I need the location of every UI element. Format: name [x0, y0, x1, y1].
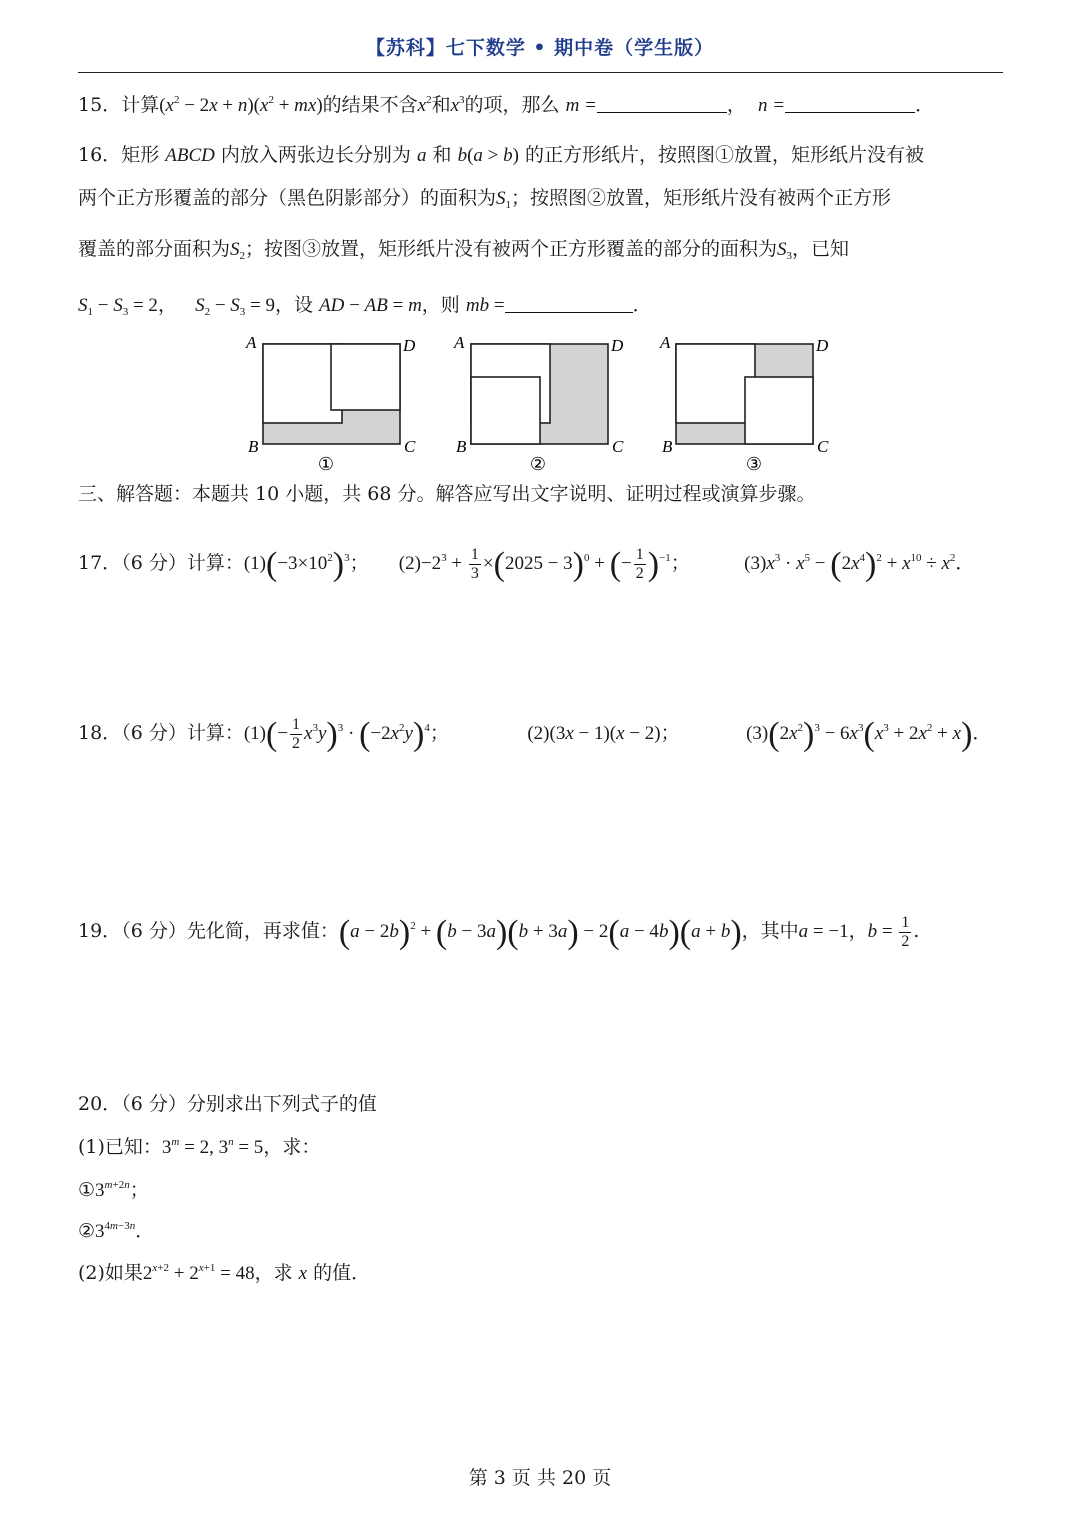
- q16-text: ，: [157, 294, 177, 316]
- q16-s3: $S_3$: [777, 239, 793, 262]
- q17-year: 2025: [504, 552, 543, 574]
- q20-part1: [78, 1134, 320, 1161]
- q16-mb: mb =: [465, 295, 505, 316]
- q20-item2-expr: $3^{4m-3n}$: [95, 1220, 136, 1242]
- q15-sep: ，: [726, 94, 746, 116]
- q16-text: ；按图③放置，矩形纸片没有被两个正方形覆盖的部分的面积为: [245, 238, 778, 260]
- q18-part3-label: (3): [746, 722, 769, 744]
- question-19: [78, 914, 919, 951]
- q15-and: 和: [431, 94, 451, 116]
- fig2-square-b: [471, 377, 540, 444]
- q19-sep: ，: [848, 919, 868, 942]
- q16-text: ．: [632, 294, 652, 316]
- q16-text: 和: [432, 144, 452, 166]
- fig3-label-d: D: [816, 336, 829, 355]
- q20-semi: ；: [129, 1179, 149, 1201]
- q16-text: ，设: [275, 294, 314, 316]
- q15-m-label: m =: [565, 95, 597, 116]
- q16-answer-blank[interactable]: [505, 294, 633, 313]
- q17-part2-label: (2): [398, 552, 421, 574]
- question-16-line2: [78, 185, 891, 212]
- q16-text: 的正方形纸片，按照图①放置，矩形纸片没有被: [525, 144, 925, 166]
- q19-where: ，其中: [741, 919, 799, 942]
- fig2-caption: ②: [529, 454, 547, 474]
- q20-part1-label: (1)已知：: [78, 1136, 162, 1158]
- q18-semi: ；: [429, 721, 449, 744]
- q17-expr1: $(-3\times 10^2)^3$: [265, 545, 350, 583]
- q16-s1: $S_1$: [496, 188, 512, 211]
- q17-expr3: $x^3 \cdot x^5 - (2x^4)^2 + x^{10} \div x^2$: [766, 545, 956, 583]
- q17-semi: ；: [670, 551, 690, 574]
- q18-points: （6 分）计算：: [121, 721, 244, 744]
- q16-text: ；按照图②放置，矩形纸片没有被两个正方形: [511, 187, 892, 209]
- q15-n-blank[interactable]: [785, 94, 915, 113]
- q19-b-value: b = $\frac{1}{2}$: [867, 914, 910, 950]
- q20-number: 20．: [78, 1093, 122, 1115]
- q16-text: 内放入两张边长分别为: [220, 144, 411, 166]
- q18-expr2: (3x − 1)(x − 2): [549, 722, 661, 744]
- q20-part2-label: (2)如果: [78, 1262, 143, 1284]
- q20-x: x: [298, 1263, 308, 1284]
- fig1-label-c: C: [404, 437, 416, 456]
- q16-cond3: AD − AB = m: [319, 295, 422, 316]
- question-15: [78, 92, 934, 119]
- q18-part2-label: (2): [527, 722, 550, 744]
- q20-part2-expr: $2^{x+2} + 2^{x+1} = 48$: [142, 1262, 255, 1284]
- q19-a-value: a = −1: [798, 920, 849, 942]
- section-3-title: 三、解答题：本题共 10 小题，共 68 分。解答应写出文字说明、证明过程或演算步骤。: [78, 483, 816, 505]
- header-divider: [78, 72, 1003, 73]
- fig3-square-b: [745, 377, 813, 444]
- fig1-label-d: D: [403, 336, 416, 355]
- page-header-title: 【苏科】七下数学 • 期中卷（学生版）: [365, 37, 715, 59]
- q16-text: 覆盖的部分面积为: [78, 238, 231, 260]
- q20-item1-expr: $3^{m+2n}$: [95, 1179, 130, 1201]
- q20-points: （6 分）分别求出下列式子的值: [121, 1093, 377, 1115]
- q16-a: a: [416, 145, 427, 166]
- q17-part1-label: (1): [243, 552, 266, 574]
- q20-item2-marker: ②: [78, 1220, 96, 1242]
- q16-cond1: $S_1 - S_3 = 2$: [78, 295, 158, 318]
- q20-end: ．: [135, 1220, 155, 1242]
- question-16-line4: [78, 292, 652, 319]
- q15-n-label: n =: [758, 95, 786, 116]
- question-17: [78, 546, 974, 583]
- question-20: [78, 1091, 377, 1117]
- q20-part2: [78, 1260, 370, 1287]
- q15-number: 15．: [78, 94, 122, 116]
- q18-part1-label: (1): [243, 722, 266, 744]
- fig2-label-b: B: [456, 437, 467, 456]
- q18-number: 18．: [78, 721, 122, 744]
- q15-middle: 的结果不含: [322, 94, 418, 116]
- figure-3: [659, 333, 829, 474]
- q15-expression: $(x^2 - 2x + n)(x^2 + mx)$: [159, 94, 323, 116]
- q20-part2-suffix: ，求: [254, 1262, 293, 1284]
- q20-item1-marker: ①: [78, 1179, 96, 1201]
- q20-part2-tail: 的值．: [313, 1262, 371, 1284]
- q16-cond2: $S_2 - S_3 = 9$: [195, 295, 276, 318]
- fig1-caption: ①: [317, 454, 335, 474]
- fig1-label-a: A: [246, 333, 257, 352]
- q15-m-blank[interactable]: [597, 94, 727, 113]
- q16-b-cond: b(a > b): [457, 145, 519, 166]
- fig1-square-a: [263, 344, 342, 423]
- q15-x2: $x^2$: [417, 94, 432, 116]
- q17-end: ．: [955, 551, 975, 574]
- q17-semi: ；: [349, 551, 369, 574]
- q18-semi: ；: [660, 721, 680, 744]
- q16-text: ，则: [421, 294, 460, 316]
- q18-expr1: (− $\frac{1}{2}$ $x^3y)^3 \cdot (-2x^2y)^4$: [265, 715, 430, 753]
- q16-text: ，已知: [792, 238, 850, 260]
- q15-end: ．: [915, 94, 935, 116]
- q17-number: 17．: [78, 551, 122, 574]
- q17-points: （6 分）计算：: [121, 551, 244, 574]
- page-footer: 第 3 页 共 20 页: [468, 1467, 612, 1489]
- q16-number: 16．: [78, 144, 122, 166]
- fig2-label-a: A: [454, 333, 465, 352]
- fig3-caption: ③: [745, 454, 763, 474]
- question-18: [78, 716, 991, 753]
- q19-points: （6 分）先化简，再求值：: [121, 919, 339, 942]
- q15-prefix: 计算: [121, 94, 160, 116]
- question-16-line1: [78, 142, 924, 169]
- q19-number: 19．: [78, 919, 122, 942]
- fig2-label-c: C: [612, 437, 624, 456]
- q18-end: ．: [972, 721, 992, 744]
- q17-part3-label: (3): [744, 552, 767, 574]
- q20-given: $3^m = 2$, $3^n = 5$: [161, 1136, 264, 1158]
- fig1-label-b: B: [248, 437, 259, 456]
- fig3-label-b: B: [662, 437, 673, 456]
- q15-suffix: 的项，那么: [464, 94, 560, 116]
- q20-part1-suffix: ，求：: [263, 1136, 321, 1158]
- q20-item2: [78, 1218, 154, 1245]
- figure-2: [453, 333, 624, 474]
- q15-x3: $x^3$: [450, 94, 465, 116]
- fig3-label-a: A: [660, 333, 671, 352]
- q16-figures: [240, 328, 860, 478]
- figure-1: [245, 333, 416, 474]
- q19-end: .: [913, 919, 920, 942]
- question-16-line3: [78, 236, 849, 263]
- fig1-square-b: [331, 344, 400, 410]
- q17-expr2: $-2^3$ + $\frac{1}{3}$ $\times(2025 - 3)^0$ + (− $\frac{1}{2}$ )$^{-1}$: [420, 545, 671, 583]
- q20-item1: [78, 1177, 149, 1204]
- fig2-label-d: D: [611, 336, 624, 355]
- q16-abcd: ABCD: [165, 145, 215, 166]
- q16-text: 矩形: [121, 144, 160, 166]
- fig3-square-a: [676, 344, 755, 423]
- q19-expression: $(a - 2b)^2 + (b - 3a)(b + 3a) - 2(a - 4b)(a + b)$: [338, 913, 742, 951]
- fig3-label-c: C: [817, 437, 829, 456]
- q18-expr3: $(2x^2)^3 - 6x^3(x^3 + 2x^2 + x)$: [768, 715, 973, 753]
- q16-text: 两个正方形覆盖的部分（黑色阴影部分）的面积为: [78, 187, 497, 209]
- q16-s2: $S_2$: [230, 239, 246, 262]
